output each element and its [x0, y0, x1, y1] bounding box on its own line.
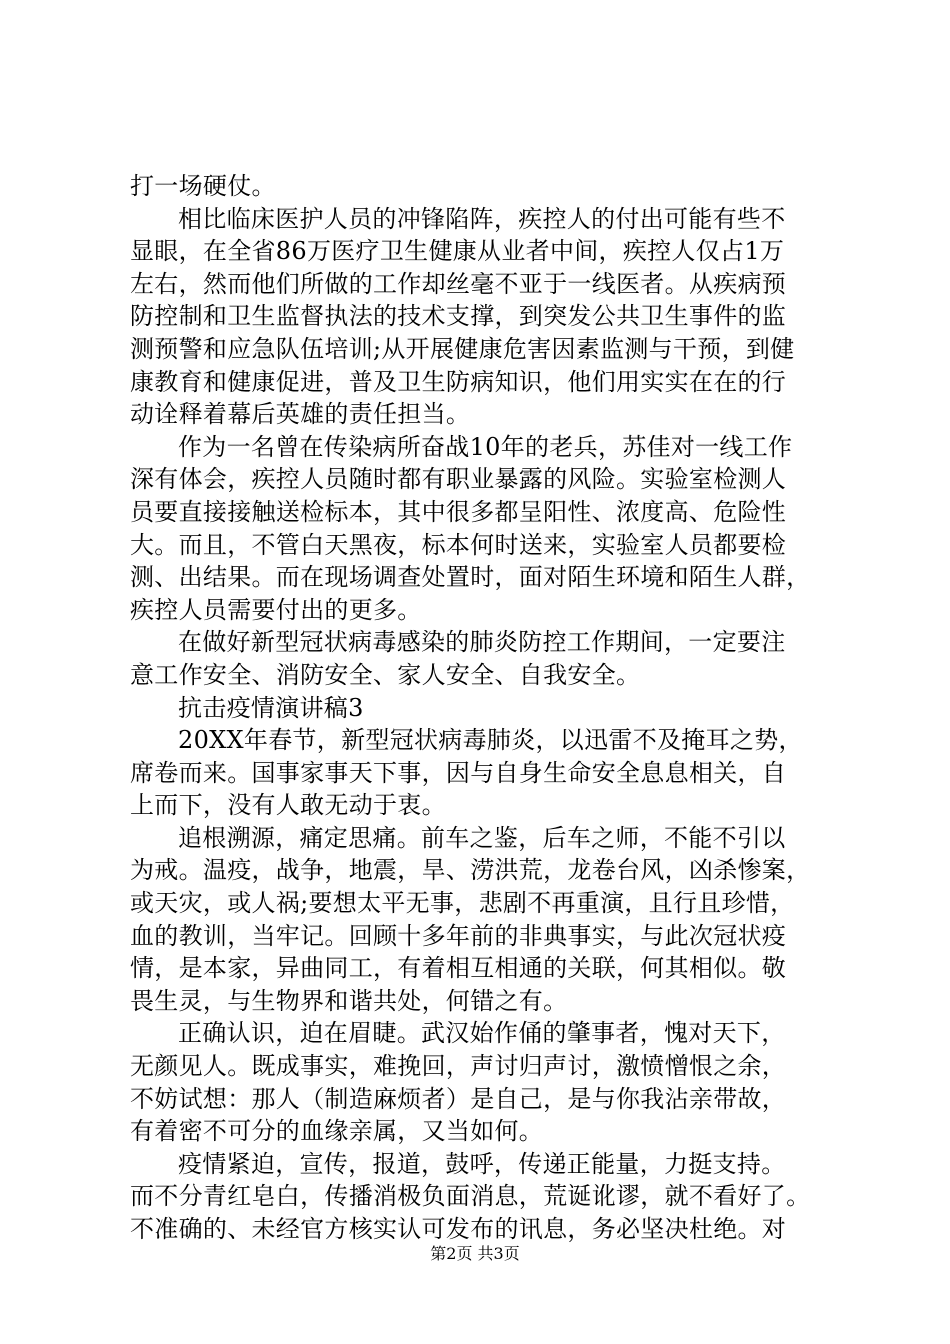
text-line: 打一场硬仗。 [130, 172, 276, 200]
text-line: 康教育和健康促进，普及卫生防病知识，他们用实实在在的行 [130, 367, 787, 396]
text-line: 大。而且，不管白天黑夜，标本何时送来，实验室人员都要检 [130, 530, 787, 559]
text-line: 或天灾，或人祸;要想太平无事，悲剧不再重演，且行且珍惜， [130, 889, 795, 918]
text-line: 抗击疫情演讲稿3 [178, 693, 364, 722]
text-line: 不准确的、未经官方核实认可发布的讯息，务必坚决杜绝。对 [130, 1215, 787, 1243]
text-line: 在做好新型冠状病毒感染的肺炎防控工作期间，一定要注 [178, 628, 786, 657]
text-line: 为戒。温疫，战争，地震，旱、涝洪荒，龙卷台风，凶杀惨案， [130, 856, 811, 885]
text-line: 意工作安全、消防安全、家人安全、自我安全。 [130, 660, 641, 689]
text-line: 血的教训，当牢记。回顾十多年前的非典事实，与此次冠状疫 [130, 921, 787, 950]
text-line: 测预警和应急队伍培训;从开展健康危害因素监测与干预，到健 [130, 334, 795, 363]
text-line: 显眼，在全省86万医疗卫生健康从业者中间，疾控人仅占1万 [130, 237, 785, 266]
text-line: 动诠释着幕后英雄的责任担当。 [130, 400, 471, 429]
text-line: 防控制和卫生监督执法的技术支撑，到突发公共卫生事件的监 [130, 302, 787, 331]
text-line: 疫情紧迫，宣传，报道，鼓呼，传递正能量，力挺支持。 [178, 1149, 786, 1178]
text-line: 不妨试想：那人（制造麻烦者）是自己，是与你我沾亲带故， [130, 1084, 787, 1113]
text-line: 左右，然而他们所做的工作却丝毫不亚于一线医者。从疾病预 [130, 269, 787, 298]
text-line: 上而下，没有人敢无动于衷。 [130, 791, 446, 820]
text-line: 疾控人员需要付出的更多。 [130, 595, 422, 624]
document-body [130, 170, 830, 1246]
text-line: 席卷而来。国事家事天下事，因与自身生命安全息息相关，自 [130, 758, 787, 787]
text-line: 有着密不可分的血缘亲属，又当如何。 [130, 1117, 544, 1146]
page-footer: 第2页 共3页 [430, 1244, 520, 1263]
text-line: 无颜见人。既成事实，难挽回，声讨归声讨，激愤憎恨之余， [130, 1052, 787, 1081]
text-line: 畏生灵，与生物界和谐共处，何错之有。 [130, 986, 568, 1015]
text-line: 员要直接接触送检标本，其中很多都呈阳性、浓度高、危险性 [130, 497, 787, 526]
text-line: 正确认识，迫在眉睫。武汉始作俑的肇事者，愧对天下， [178, 1019, 786, 1048]
text-line: 作为一名曾在传染病所奋战10年的老兵，苏佳对一线工作 [178, 432, 793, 461]
text-line: 追根溯源，痛定思痛。前车之鉴，后车之师，不能不引以 [178, 823, 786, 852]
text-line: 20XX年春节，新型冠状病毒肺炎，以迅雷不及掩耳之势， [178, 726, 803, 755]
text-line: 相比临床医护人员的冲锋陷阵，疾控人的付出可能有些不 [178, 204, 786, 233]
text-line: 情，是本家，异曲同工，有着相互相通的关联，何其相似。敬 [130, 954, 787, 983]
text-line: 深有体会，疾控人员随时都有职业暴露的风险。实验室检测人 [130, 465, 787, 494]
text-line: 测、出结果。而在现场调查处置时，面对陌生环境和陌生人群， [130, 563, 811, 592]
text-line: 而不分青红皂白，传播消极负面消息，荒诞讹谬，就不看好了。 [130, 1182, 811, 1211]
